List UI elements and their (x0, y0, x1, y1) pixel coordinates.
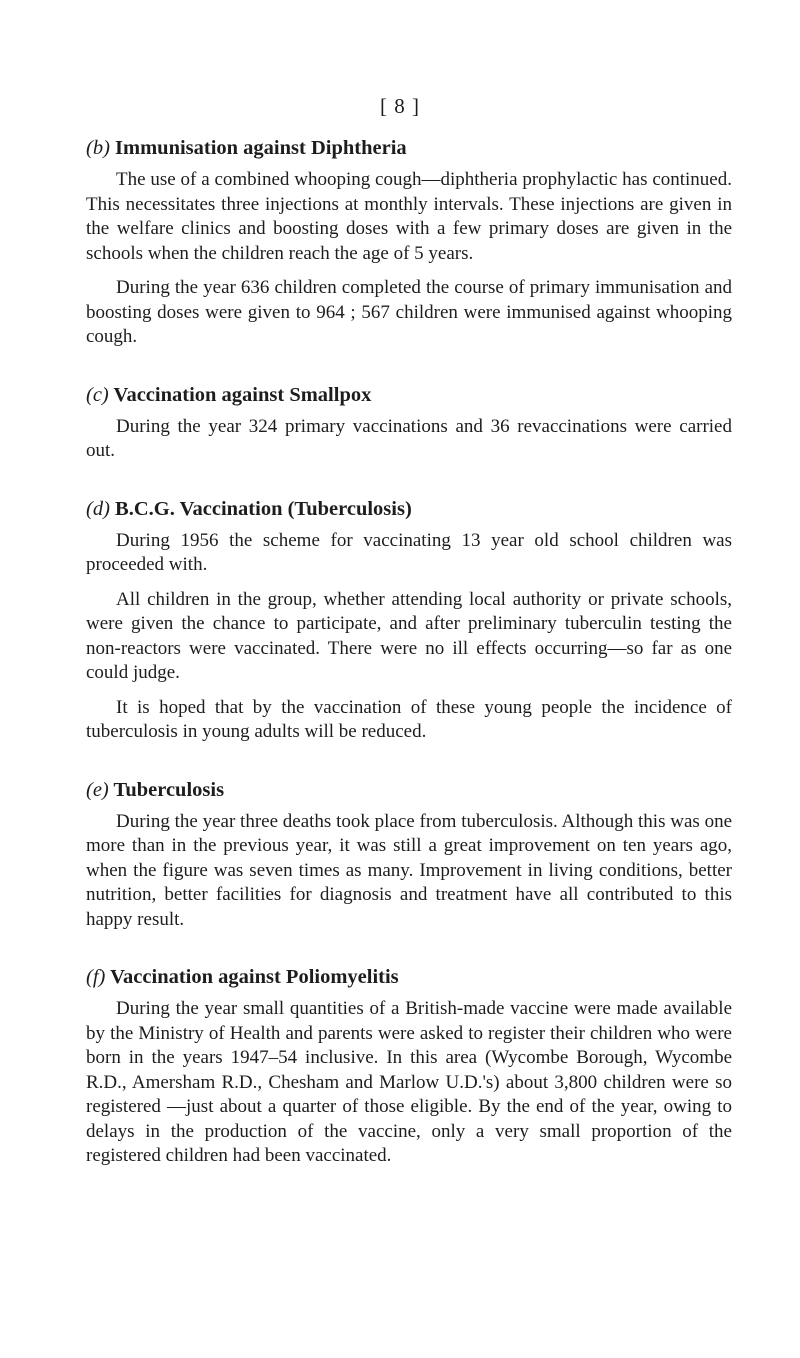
paragraph: It is hoped that by the vaccination of these young people the incidence of tuberculosis in young adults will be reduced. (86, 696, 732, 742)
section-title: Vaccination against Poliomyelitis (110, 966, 399, 988)
paragraph: During the year three deaths took place from tuberculosis. Although this was one more than in the previous year, it was still a great improvement on ten years ago, when the figure was seven times as many. Improvement in living conditions, better nutrition, better facilities for diagnosis and treatment have all contributed to this happy result. (86, 810, 732, 930)
section-letter: (f) (86, 966, 106, 988)
section-title: Tuberculosis (113, 778, 225, 801)
section-poliomyelitis (86, 963, 732, 1169)
section-heading (86, 381, 732, 409)
section-heading (86, 776, 732, 804)
section-heading (86, 495, 732, 523)
page-content (86, 134, 732, 1200)
section-diphtheria (86, 134, 732, 350)
section-title: Vaccination against Smallpox (113, 383, 372, 406)
page-number: [ 8 ] (380, 94, 420, 118)
section-title: B.C.G. Vaccination (Tuberculosis) (115, 497, 412, 520)
paragraph: During 1956 the scheme for vaccinating 13 year old school children was proceeded with. (86, 529, 732, 575)
section-title: Immunisation against Diphtheria (115, 137, 407, 159)
section-letter: (e) (86, 778, 109, 801)
section-letter: (c) (86, 383, 109, 406)
paragraph: During the year small quantities of a British-made vaccine were made available by the Ministry of Health and parents were asked to register their children who were born in the years 1947–54 inclusive. In this area (Wycombe Borough, Wycombe R.D., Amersham R.D., Chesham and Marlow U.D.'s) about 3,800 children were so registered —just about a quarter of those eligible. By the end of the year, owing to delays in the production of the vaccine, only a very small proportion of the registered children had been vaccinated. (86, 998, 732, 1166)
section-letter: (d) (86, 497, 110, 520)
section-bcg-vaccination (86, 495, 732, 745)
paragraph: All children in the group, whether attending local authority or private schools, were given the chance to participate, and after preliminary tuberculin testing the non-reactors were vaccinated. There were no ill effects occurring—so far as one could judge. (86, 588, 732, 683)
section-tuberculosis (86, 776, 732, 933)
paragraph: During the year 324 primary vaccinations and 36 revaccinations were carried out. (86, 415, 732, 461)
section-letter: (b) (86, 137, 110, 159)
section-heading (86, 134, 732, 162)
section-smallpox (86, 381, 732, 464)
section-heading (86, 963, 732, 991)
paragraph: During the year 636 children completed the course of primary immunisation and boosting doses were given to 964 ; 567 children were immunised against whooping cough. (86, 277, 732, 347)
paragraph: The use of a combined whooping cough—diphtheria prophylactic has continued. This necessitates three injections at monthly intervals. These injections are given in the welfare clinics and boosting doses with a few primary doses are given in the schools when the children reach the age of 5 years. (86, 169, 732, 264)
